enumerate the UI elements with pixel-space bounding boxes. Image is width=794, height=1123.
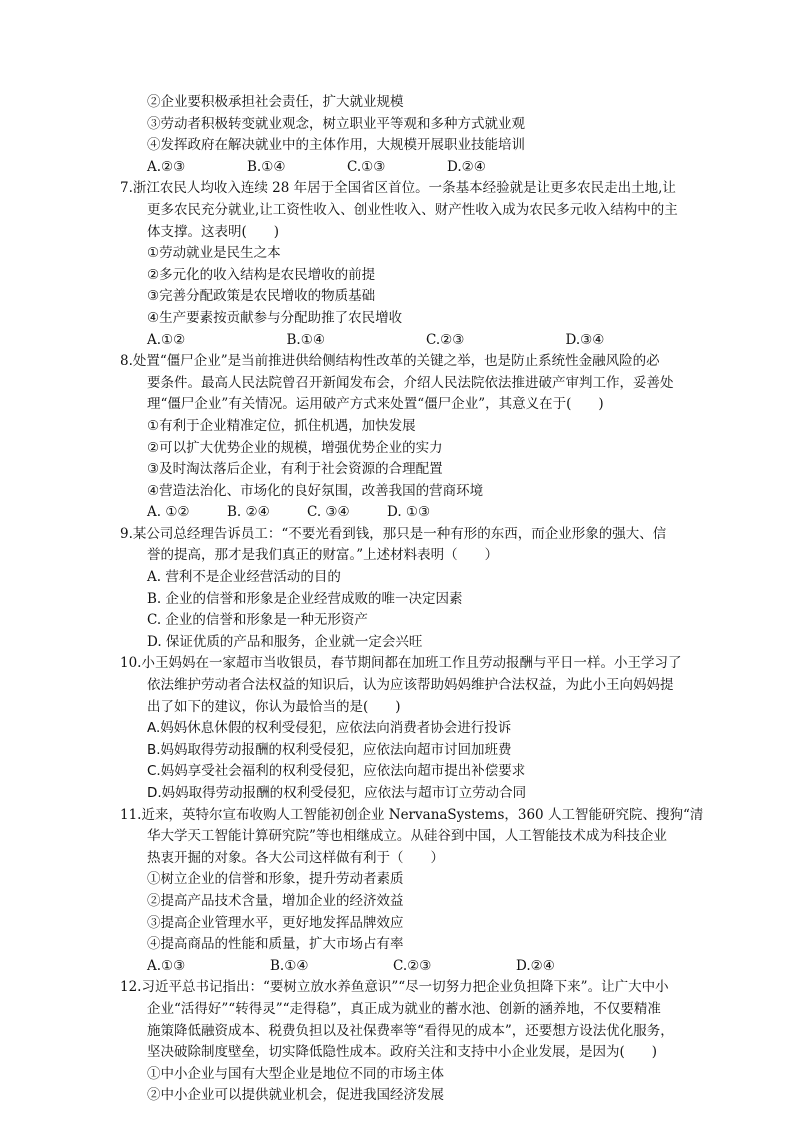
option-item: ①中小企业与国有大型企业是地位不同的市场主体 (147, 1065, 444, 1082)
choice-c: C. ③④ (307, 504, 350, 521)
choice-a: A. ①② (147, 504, 190, 521)
answer-choices (120, 330, 705, 352)
option-item: ②多元化的收入结构是农民增收的前提 (147, 266, 376, 283)
option-item: C.妈妈享受社会福利的权利受侵犯，应依法向超市提出补偿要求 (147, 763, 526, 780)
option-item: ②中小企业可以提供就业机会，促进我国经济发展 (147, 1087, 444, 1104)
question-stem: 11.近来，英特尔宣布收购人工智能初创企业 NervanaSystems，360 人工智能研究院、搜狗“清 (120, 806, 704, 823)
option-item: ③完善分配政策是农民增收的物质基础 (147, 288, 376, 305)
question-7 (120, 178, 705, 351)
option-item: A. 营利不是企业经营活动的目的 (147, 569, 341, 586)
question-9 (120, 524, 705, 654)
choice-c: C.②③ (426, 331, 465, 348)
answer-choices (120, 157, 705, 179)
answer-choices (120, 502, 705, 524)
option-item: A.妈妈休息休假的权利受侵犯，应依法向消费者协会进行投诉 (147, 720, 512, 737)
question-12 (120, 977, 705, 1107)
question-stem: 7.浙江农民人均收入连续 28 年居于全国省区首位。一条基本经验就是让更多农民走出土地,让 (120, 180, 676, 197)
question-stem: 依法维护劳动者合法权益的知识后，认为应该帮助妈妈维护合法权益，为此小王向妈妈提 (147, 677, 674, 694)
choice-b: B.①④ (286, 331, 325, 348)
option-item: ③及时淘汰落后企业，有利于社会资源的合理配置 (147, 461, 443, 478)
question-stem: 坚决破除制度壁垒，切实降低隐性成本。政府关注和支持中小企业发展，是因为( ) (147, 1044, 658, 1061)
option-item: ①劳动就业是民生之本 (147, 245, 281, 262)
question-stem: 华大学天工智能计算研究院”等也相继成立。从硅谷到中国，人工智能技术成为科技企业 (147, 828, 667, 845)
question-stem: 誉的提高，那才是我们真正的财富。”上述材料表明（ ） (147, 547, 499, 564)
option-item: ④发挥政府在解决就业中的主体作用，大规模开展职业技能培训 (147, 137, 525, 154)
choice-d: D.③④ (565, 331, 605, 348)
option-item: ①有利于企业精准定位，抓住机遇，加快发展 (147, 417, 416, 434)
option-item: ④营造法治化、市场化的良好氛围，改善我国的营商环境 (147, 482, 484, 499)
answer-choices (120, 956, 705, 978)
option-item: D.妈妈取得劳动报酬的权利受侵犯，应依法与超市订立劳动合同 (147, 785, 527, 801)
question-stem: 体支撑。这表明( ) (147, 223, 280, 240)
option-item: ③提高企业管理水平，更好地发挥品牌效应 (147, 914, 404, 931)
question-stem: 施策降低融资成本、税费负担以及社保费率等“看得见的成本”，还要想方设法优化服务， (147, 1022, 674, 1039)
choice-d: D. ①③ (387, 504, 431, 521)
question-10 (120, 653, 705, 804)
option-item: ①树立企业的信誉和形象，提升劳动者素质 (147, 871, 404, 888)
question-8 (120, 351, 705, 524)
choice-d: D.②④ (516, 957, 555, 974)
question-stem: 8.处置“僵尸企业”是当前推进供给侧结构性改革的关键之举，也是防止系统性金融风险的必 (120, 353, 660, 370)
question-6-tail (120, 92, 705, 178)
option-item: ②提高产品技术含量，增加企业的经济效益 (147, 892, 404, 909)
option-item: C. 企业的信誉和形象是一种无形资产 (147, 612, 368, 629)
choice-c: C.②③ (393, 957, 432, 974)
option-item: ④生产要素按贡献参与分配助推了农民增收 (147, 309, 403, 326)
option-item: ④提高商品的性能和质量，扩大市场占有率 (147, 936, 404, 953)
choice-d: D.②④ (447, 158, 486, 175)
question-stem: 9.某公司总经理告诉员工：“不要光看到钱，那只是一种有形的东西，而企业形象的强大、信 (120, 525, 667, 542)
choice-a: A.①③ (147, 957, 186, 974)
option-item: B. 企业的信誉和形象是企业经营成败的唯一决定因素 (147, 590, 463, 607)
choice-a: A.②③ (147, 158, 186, 175)
choice-c: C.①③ (347, 158, 386, 175)
question-stem: 12.习近平总书记指出：“要树立放水养鱼意识”“尽一切努力把企业负担降下来”。让广大中小 (120, 979, 669, 996)
choice-a: A.①② (147, 331, 186, 348)
choice-b: B. ②④ (227, 504, 270, 521)
option-item: ②可以扩大优势企业的规模，增强优势企业的实力 (147, 439, 443, 456)
question-stem: 10.小王妈妈在一家超市当收银员，春节期间都在加班工作且劳动报酬与平日一样。小王学习了 (120, 655, 682, 672)
question-stem: 要条件。最高人民法院曾召开新闻发布会，介绍人民法院依法推进破产审判工作，妥善处 (147, 374, 674, 391)
question-stem: 出了如下的建议，你认为最恰当的是( ) (147, 698, 401, 715)
question-stem: 理“僵尸企业”有关情况。运用破产方式来处置“僵尸企业”，其意义在于( ) (147, 396, 604, 413)
question-list (120, 92, 705, 1107)
question-stem: 企业“活得好”“转得灵”“走得稳”，真正成为就业的蓄水池、创新的涵养地，不仅要精准 (147, 1000, 661, 1017)
option-item: ②企业要积极承担社会责任，扩大就业规模 (147, 94, 404, 110)
choice-b: B.①④ (270, 957, 309, 974)
option-item: D. 保证优质的产品和服务，企业就一定会兴旺 (147, 633, 423, 650)
question-stem: 热衷开掘的对象。各大公司这样做有利于（ ） (147, 849, 444, 866)
choice-b: B.①④ (247, 158, 286, 175)
option-item: ③劳动者积极转变就业观念，树立职业平等观和多种方式就业观 (147, 115, 525, 132)
question-stem: 更多农民充分就业,让工资性收入、创业性收入、财产性收入成为农民多元收入结构中的主 (147, 201, 678, 218)
question-11 (120, 805, 705, 978)
option-item: B.妈妈取得劳动报酬的权利受侵犯，应依法向超市讨回加班费 (147, 741, 512, 758)
